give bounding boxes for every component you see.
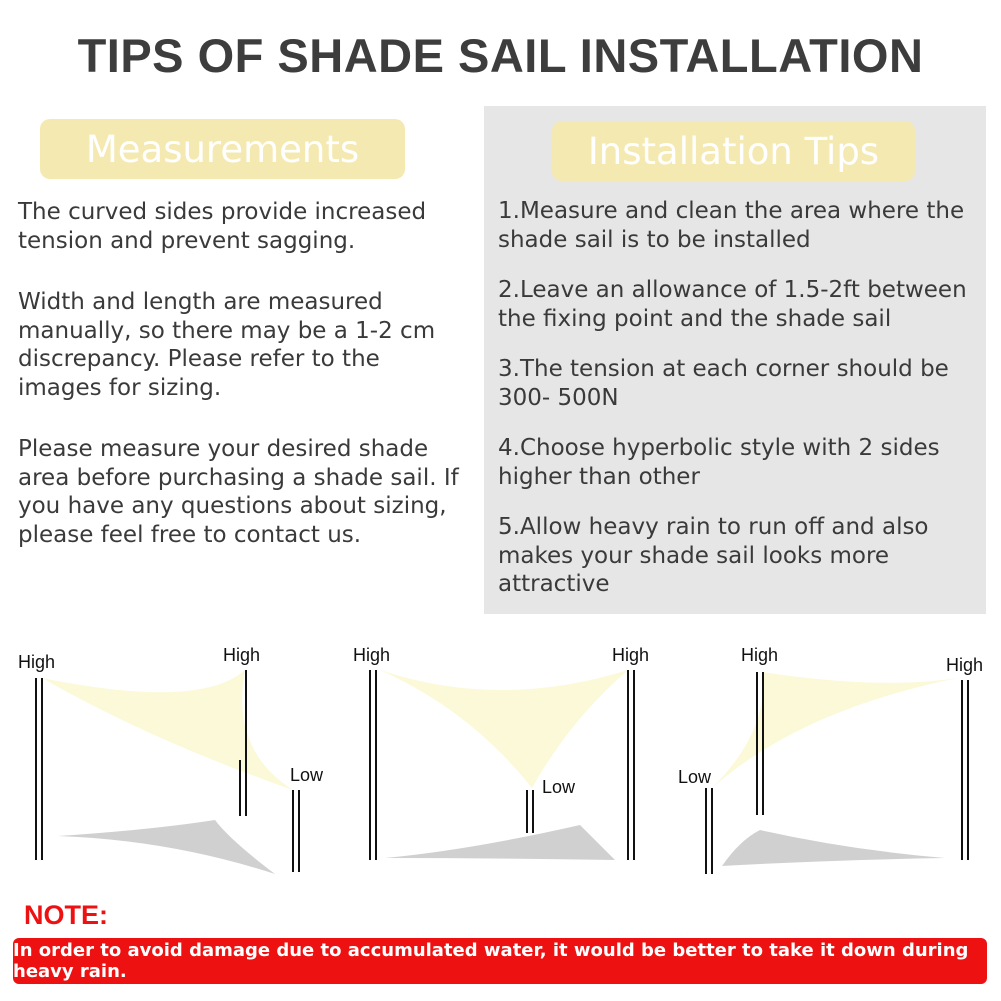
high-label: High [612,645,650,665]
installation-tips-list [498,197,983,621]
shadow [58,820,275,874]
low-label: Low [290,765,324,785]
low-label: Low [542,777,576,797]
sail [712,672,958,788]
shadow [385,825,615,860]
tip-item: 2.Leave an allowance of 1.5-2ft between the fixing point and the shade sail [498,277,967,332]
diagram-3 [678,645,983,874]
tip-item: 4.Choose hyperbolic style with 2 sides higher than other [498,435,940,490]
sail [42,670,293,790]
high-label: High [353,645,391,665]
measurements-heading: Measurements [40,119,405,179]
high-label: High [18,652,56,672]
low-label: Low [678,767,712,787]
sail [380,670,628,788]
installation-tips-heading: Installation Tips [552,121,915,181]
note-banner: In order to avoid damage due to accumulated water, it would be better to take it down during heavy rain. [13,938,987,984]
tip-item: 3.The tension at each corner should be 300- 500N [498,356,949,411]
measurement-paragraph: The curved sides provide increased tension and prevent sagging. [18,199,427,254]
measurements-text [18,198,468,582]
shadow [722,830,945,866]
measurement-paragraph: Width and length are measured manually, so there may be a 1-2 cm discrepancy. Please refer to the images for sizing. [18,289,436,401]
diagram-1 [18,645,324,874]
high-label: High [223,645,261,665]
note-label: NOTE: [24,900,108,930]
tip-item: 5.Allow heavy rain to run off and also makes your shade sail looks more attractive [498,514,929,597]
high-label: High [946,655,984,675]
diagram-2 [353,645,649,860]
tip-item: 1.Measure and clean the area where the shade sail is to be installed [498,198,965,253]
measurement-paragraph: Please measure your desired shade area before purchasing a shade sail. If you have any questions about sizing, please feel free to contact us. [18,436,459,548]
page-title: TIPS OF SHADE SAIL INSTALLATION [77,29,924,82]
installation-diagrams [0,630,1001,890]
high-label: High [741,645,779,665]
